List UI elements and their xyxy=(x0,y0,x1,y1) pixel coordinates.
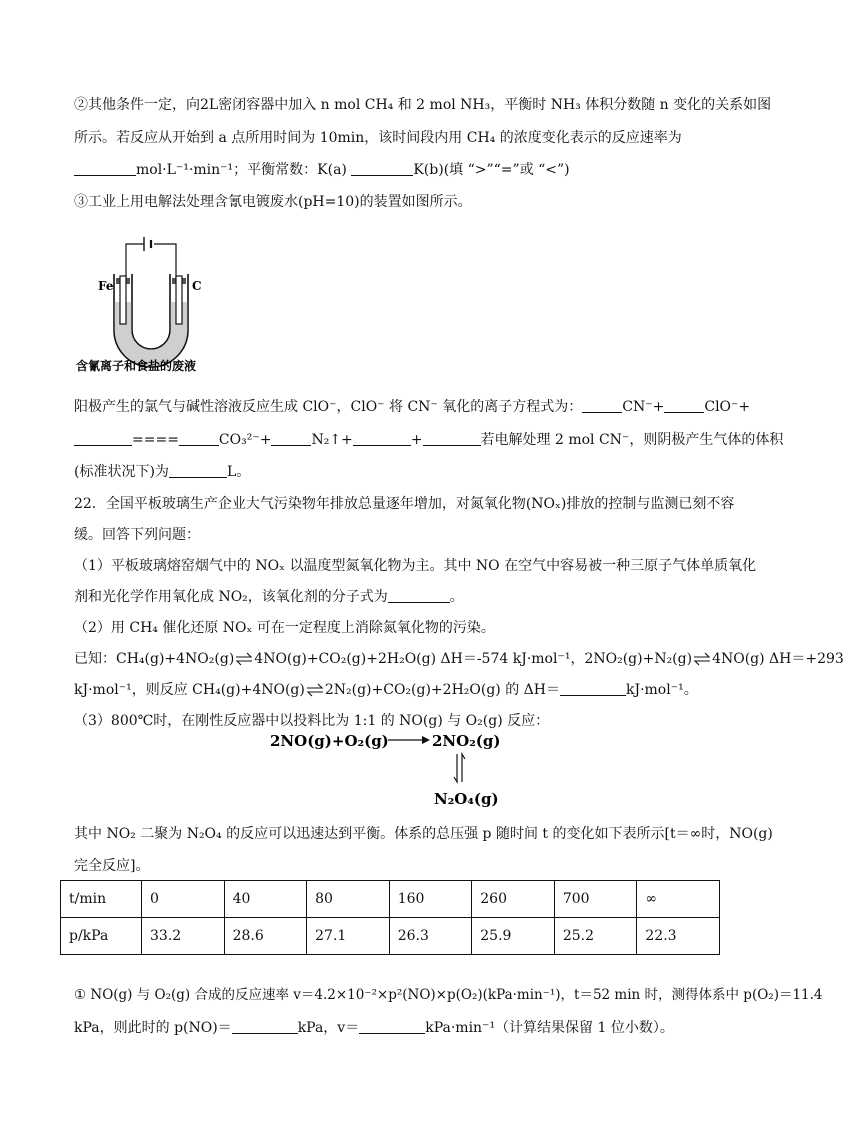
q22-part2-ask-line xyxy=(74,680,698,700)
answer-blank-ka[interactable] xyxy=(351,161,413,176)
ionic-eq-intro: 阳极产生的氯气与碱性溶液反应生成 ClO⁻，ClO⁻ 将 CN⁻ 氧化的离子方程式为： xyxy=(74,399,583,415)
fe-electrode xyxy=(120,276,126,324)
c-label: C xyxy=(192,279,202,293)
rate-unit-note: kPa·min⁻¹（计算结果保留 1 位小数）。 xyxy=(425,1020,674,1036)
answer-blank-n2-coef[interactable] xyxy=(271,431,311,446)
q21-text-line-1: ②其他条件一定，向2L密闭容器中加入 n mol CH₄ 和 2 mol NH₃，平衡时 NH₃ 体积分数随 n 变化的关系如图 xyxy=(74,97,772,113)
q21-text-line-3 xyxy=(74,160,570,180)
table-cell: 22.3 xyxy=(637,918,720,955)
q22-part2-known-line xyxy=(74,649,844,669)
q22-sub1-line-2 xyxy=(74,1018,674,1038)
reaction-scheme-figure xyxy=(270,720,510,810)
answer-blank-clo-coef[interactable] xyxy=(664,398,704,413)
ionic-eq-plus: + xyxy=(410,432,423,448)
ionic-eq-cn: CN⁻+ xyxy=(622,399,665,415)
scheme-down-arrow xyxy=(454,754,457,782)
answer-blank-rate[interactable] xyxy=(74,161,136,176)
answer-blank-cn-coef[interactable] xyxy=(582,398,622,413)
answer-blank-rate-v[interactable] xyxy=(359,1019,425,1034)
answer-blank-delta-h[interactable] xyxy=(560,681,626,696)
answer-blank-pno[interactable] xyxy=(232,1019,298,1034)
answer-blank-product-1[interactable] xyxy=(353,431,411,446)
q22-stem-line-1: 22．全国平板玻璃生产企业大气污染物年排放总量逐年增加，对氮氧化物(NOₓ)排放的控制与监测已刻不容 xyxy=(74,496,735,512)
table-cell: 0 xyxy=(142,881,225,918)
q21-part3-intro: ③工业上用电解法处理含氰电镀废水(pH=10)的装置如图所示。 xyxy=(74,194,472,210)
table-cell: 160 xyxy=(389,881,472,918)
table-cell: 25.9 xyxy=(472,918,555,955)
answer-blank-oxidant[interactable] xyxy=(388,588,450,603)
figure-caption: 含氰离子和食盐的废液 xyxy=(76,359,197,373)
answer-blank-co3-coef[interactable] xyxy=(179,431,219,446)
rate-question: kPa，v＝ xyxy=(297,1020,360,1036)
q22-part1-line-1: （1）平板玻璃熔窑烟气中的 NOₓ 以温度型氮氧化物为主。其中 NO 在空气中容易被一种三原子气体单质氧化 xyxy=(74,558,757,574)
q21-part3-line-2 xyxy=(74,430,783,450)
stp-text: (标准状况下)为 xyxy=(74,464,169,480)
scheme-reactants: 2NO(g)+O₂(g) xyxy=(270,732,389,750)
oxidant-question: 剂和光化学作用氧化成 NO₂，该氧化剂的分子式为 xyxy=(74,589,388,605)
table-cell: 80 xyxy=(307,881,390,918)
ionic-eq-co3: CO₃²⁻+ xyxy=(218,432,272,448)
fe-label: Fe xyxy=(98,279,114,293)
table-cell: 26.3 xyxy=(389,918,472,955)
q21-part3-line-3 xyxy=(74,462,250,482)
table-cell: ∞ xyxy=(637,881,720,918)
ionic-eq-equals: ==== xyxy=(132,432,179,448)
known-reaction-2-products: 4NO(g) ΔH＝+293 xyxy=(712,651,844,667)
table-cell: 33.2 xyxy=(142,918,225,955)
table-cell: 40 xyxy=(224,881,307,918)
table-cell: 260 xyxy=(472,881,555,918)
table-cell: 27.1 xyxy=(307,918,390,955)
cathode-gas-question: 若电解处理 2 mol CN⁻，则阴极产生气体的体积 xyxy=(480,432,784,448)
row-header-pressure: p/kPa xyxy=(61,918,142,955)
table-cell: 28.6 xyxy=(224,918,307,955)
q22-sub1-line-1: ① NO(g) 与 O₂(g) 合成的反应速率 v＝4.2×10⁻²×p²(NO)×p(O₂)(kPa·min⁻¹)，t＝52 min 时，测得体系中 p(O₂)＝11.4 xyxy=(74,987,823,1003)
row-header-time: t/min xyxy=(61,881,142,918)
known-reaction-1-products: 4NO(g)+CO₂(g)+2H₂O(g) ΔH＝-574 kJ·mol⁻¹，2NO₂(g)+N₂(g) xyxy=(254,651,693,667)
q22-part3-text-1: 其中 NO₂ 二聚为 N₂O₄ 的反应可以迅速达到平衡。体系的总压强 p 随时间 t 的变化如下表所示[t＝∞时，NO(g) xyxy=(74,826,773,842)
liter-unit: L。 xyxy=(226,464,251,480)
equilibrium-arrow-icon xyxy=(693,652,711,666)
q22-part3-text-2: 完全反应]。 xyxy=(74,858,150,874)
table-cell: 25.2 xyxy=(554,918,637,955)
q22-part3-line-1: （3）800℃时，在刚性反应器中以投料比为 1:1 的 NO(g) 与 O₂(g) 反应： xyxy=(74,713,550,729)
period: 。 xyxy=(449,589,464,605)
target-reaction-reactants: kJ·mol⁻¹，则反应 CH₄(g)+4NO(g) xyxy=(74,682,305,698)
q22-stem-line-2: 缓。回答下列问题： xyxy=(74,527,200,543)
rate-unit-text: mol·L⁻¹·min⁻¹；平衡常数：K(a) xyxy=(136,162,352,178)
electrolysis-apparatus-figure xyxy=(76,232,226,372)
answer-blank-volume[interactable] xyxy=(169,463,227,478)
ionic-eq-clo: ClO⁻+ xyxy=(704,399,751,415)
table-row-time xyxy=(61,881,720,918)
q22-part2-line-1: （2）用 CH₄ 催化还原 NOₓ 可在一定程度上消除氮氧化物的污染。 xyxy=(74,620,495,636)
table-row-pressure xyxy=(61,918,720,955)
q22-part1-line-2 xyxy=(74,587,464,607)
c-electrode xyxy=(176,276,182,324)
equilibrium-arrow-icon xyxy=(235,652,253,666)
kb-compare-text: K(b)(填 “>”“=”或 “<”) xyxy=(413,162,570,178)
table-cell: 700 xyxy=(554,881,637,918)
q21-part3-line-1 xyxy=(74,397,750,417)
scheme-product: 2NO₂(g) xyxy=(432,732,501,750)
answer-blank-reactant[interactable] xyxy=(74,431,132,446)
ionic-eq-n2: N₂↑+ xyxy=(311,432,353,448)
pressure-time-table xyxy=(60,880,720,955)
q21-text-line-2: 所示。若反应从开始到 a 点所用时间为 10min，该时间段内用 CH₄ 的浓度变化表示的反应速率为 xyxy=(74,130,682,146)
delta-h-unit: kJ·mol⁻¹。 xyxy=(625,682,698,698)
pno-question: kPa，则此时的 p(NO)＝ xyxy=(74,1020,232,1036)
scheme-up-arrow xyxy=(462,754,465,782)
target-reaction-products: 2N₂(g)+CO₂(g)+2H₂O(g) 的 ΔH＝ xyxy=(324,682,560,698)
scheme-dimer: N₂O₄(g) xyxy=(434,790,499,808)
equilibrium-arrow-icon xyxy=(306,683,324,697)
known-reaction-1-reactants: 已知：CH₄(g)+4NO₂(g) xyxy=(74,651,235,667)
answer-blank-product-2[interactable] xyxy=(423,431,481,446)
